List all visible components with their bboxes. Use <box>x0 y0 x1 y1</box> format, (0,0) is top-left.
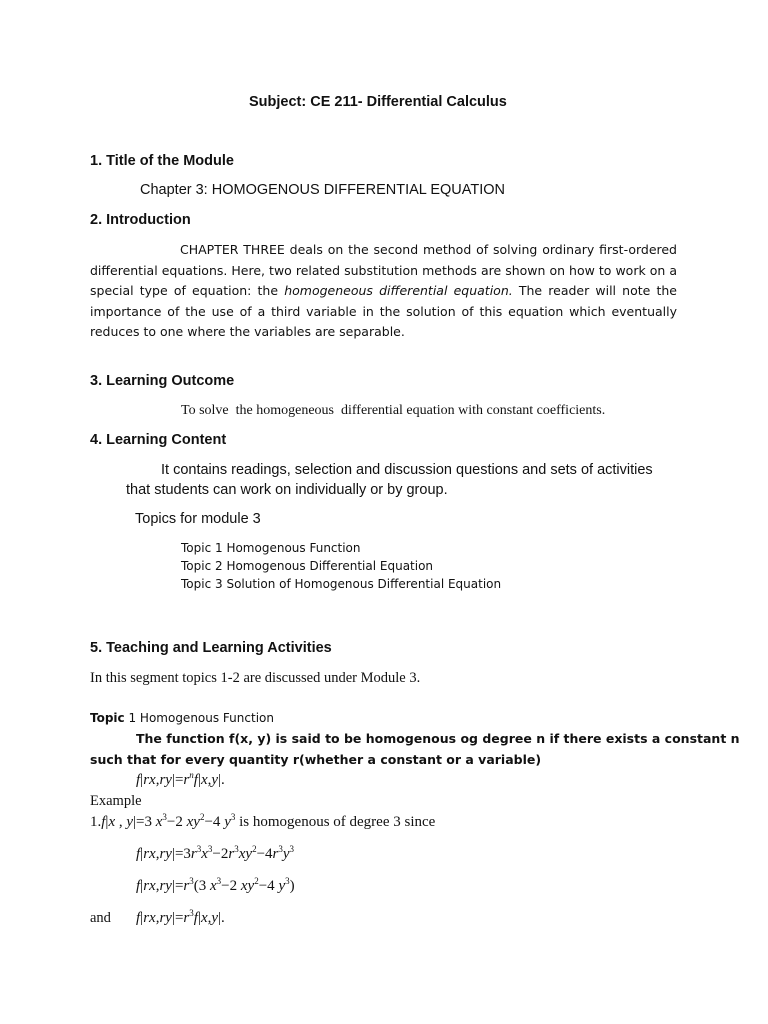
intro-text-part2: The reader will note the importance of the use of a third variable in the solution of this equation which eventually reduces to one where the variables are separable. <box>90 283 677 339</box>
learning-content-line2: that students can work on individually or by group. <box>126 482 448 498</box>
learning-outcome-text: To solve the homogeneous differential equation with constant coefficients. <box>181 403 606 418</box>
heading-introduction: 2. Introduction <box>90 212 191 228</box>
activities-text: In this segment topics 1-2 are discussed under Module 3. <box>90 670 421 686</box>
example-equation: 1.f|x , y|=3 $x^3-2$ $xy^2-4$ $y^3$ is homogenous of degree 3 since <box>90 812 436 830</box>
topic1-heading <box>90 711 274 725</box>
heading-learning-content: 4. Learning Content <box>90 432 227 448</box>
learning-content-line1: It contains readings, selection and discussion questions and sets of activities <box>161 462 653 478</box>
topic-list-item: Topic 3 Solution of Homogenous Differential Equation <box>181 577 502 591</box>
example-number: 1. <box>90 814 102 830</box>
introduction-paragraph <box>90 240 677 343</box>
chapter-title: Chapter 3: HOMOGENOUS DIFFERENTIAL EQUATION <box>140 182 505 198</box>
heading-learning-outcome: 3. Learning Outcome <box>90 373 235 389</box>
heading-title-of-module: 1. Title of the Module <box>90 153 234 169</box>
expansion-equation-1: $f|rx,ry|=3r^3x^3-2r^3xy^2-4r^3y^3$ <box>136 844 295 862</box>
final-equation: $f|rx,ry|=r^3f|x,y|$. <box>136 908 225 926</box>
expansion-equation-2: $f|rx,ry|=r^3(3$ $x^3-2$ $xy^2-4$ $y^3$) <box>136 876 295 894</box>
example-label: Example <box>90 793 142 809</box>
heading-teaching-activities: 5. Teaching and Learning Activities <box>90 640 332 656</box>
topic-list-item: Topic 2 Homogenous Differential Equation <box>181 559 434 573</box>
definition-equation: $f|rx,ry|=r^nf|x,y|$. <box>136 770 225 788</box>
topic-list-item: Topic 1 Homogenous Function <box>181 541 361 555</box>
definition-line2: such that for every quantity r(whether a constant or a variable) <box>90 752 542 767</box>
topics-label: Topics for module 3 <box>135 511 261 527</box>
and-label: and <box>90 910 111 926</box>
topic1-title: 1 Homogenous Function <box>124 711 274 725</box>
intro-text-part1: CHAPTER THREE deals on the second method of solving ordinary first-ordered differential equations. Here, two related substitution methods are shown on how to work on a special type of equation: the <box>90 242 677 298</box>
intro-italic-term: homogeneous differential equation. <box>284 283 513 298</box>
subject-title: Subject: CE 211- Differential Calculus <box>249 94 507 110</box>
example-tail: is homogenous of degree 3 since <box>235 814 436 830</box>
definition-line1: The function f(x, y) is said to be homogenous og degree n if there exists a constant n <box>136 731 740 746</box>
topic1-label: Topic <box>90 711 125 725</box>
